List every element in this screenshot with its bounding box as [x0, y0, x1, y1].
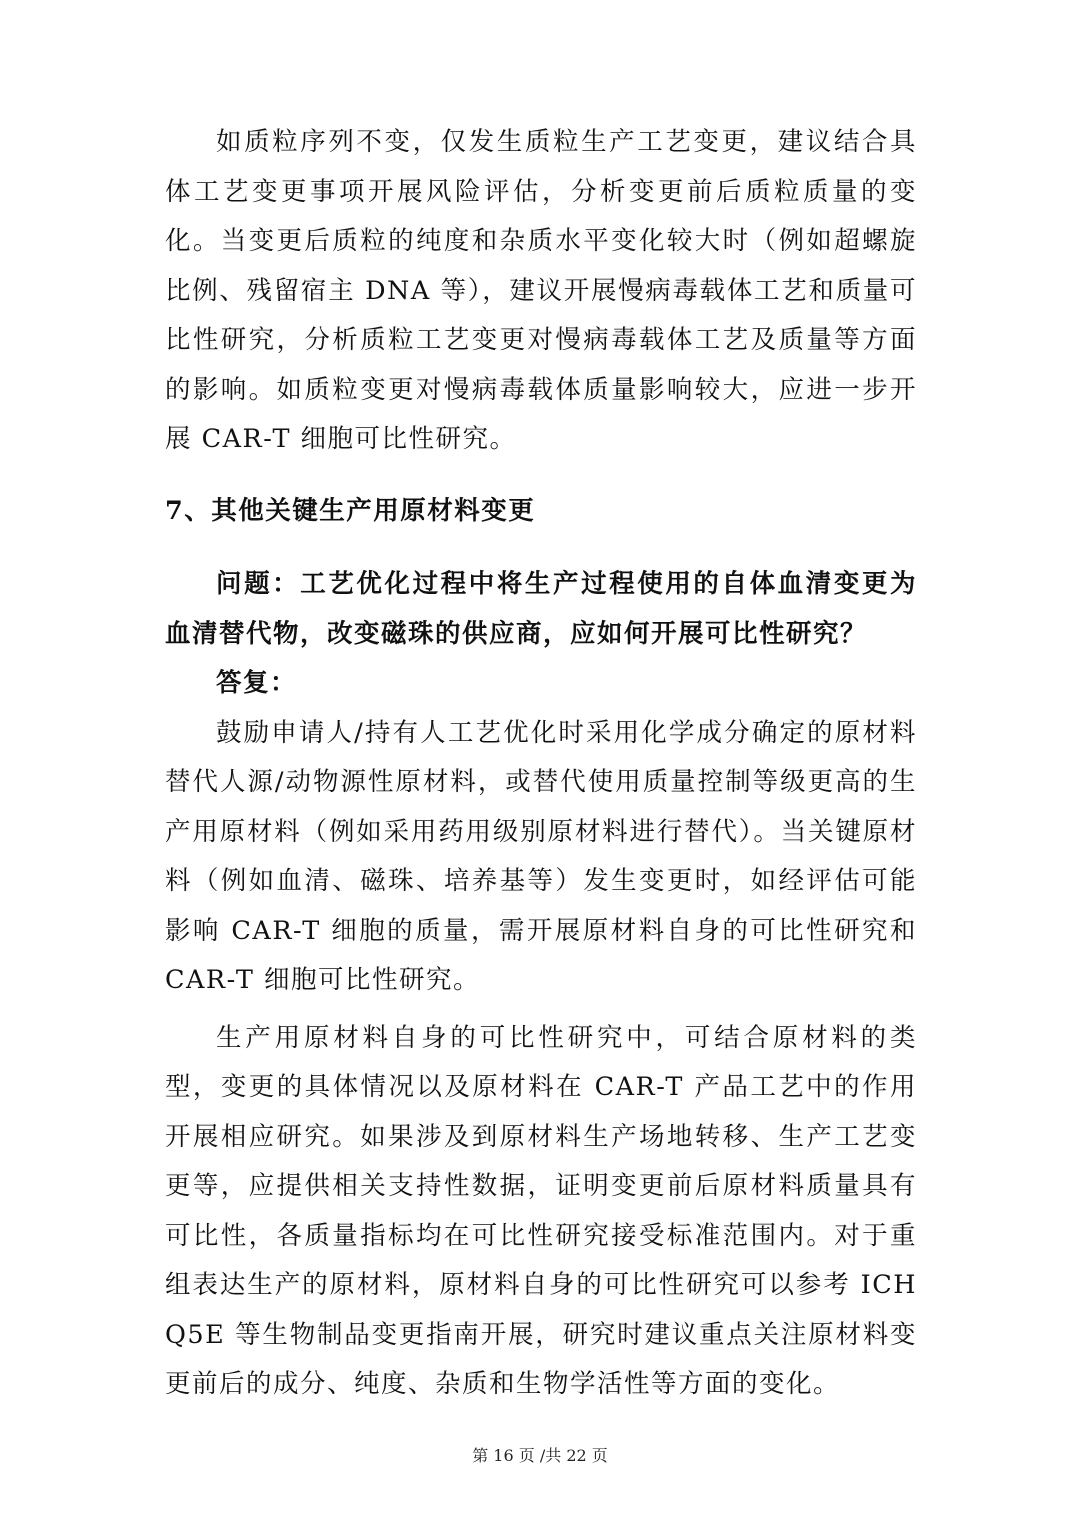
- question-text: 问题：工艺优化过程中将生产过程使用的自体血清变更为血清替代物，改变磁珠的供应商，应如何开展可比性研究？: [165, 569, 917, 649]
- paragraph-raw-material-encouragement: 鼓励申请人/持有人工艺优化时采用化学成分确定的原材料替代人源/动物源性原材料，或替代使用质量控制等级更高的生产用原材料（例如采用药用级别原材料进行替代）。当关键原材料（例如血清、磁珠、培养基等）发生变更时，如经评估可能影响 CAR-T 细胞的质量，需开展原材料自身的可比性研究和 CAR-T 细胞可比性研究。: [165, 717, 917, 995]
- paragraph-raw-material-comparability: 生产用原材料自身的可比性研究中，可结合原材料的类型，变更的具体情况以及原材料在 CAR-T 产品工艺中的作用开展相应研究。如果涉及到原材料生产场地转移、生产工艺变更等，应提供相关支持性数据，证明变更前后原材料质量具有可比性，各质量指标均在可比性研究接受标准范围内。对于重组表达生产的原材料，原材料自身的可比性研究可以参考 ICH Q5E 等生物制品变更指南开展，研究时建议重点关注原材料变更前后的成分、纯度、杂质和生物学活性等方面的变化。: [165, 1022, 917, 1399]
- answer-label: 答复：: [216, 668, 298, 698]
- section-heading: 7、其他关键生产用原材料变更: [165, 495, 536, 526]
- document-body: [165, 118, 917, 1410]
- paragraph-plasmid-change: 如质粒序列不变，仅发生质粒生产工艺变更，建议结合具体工艺变更事项开展风险评估，分析变更前后质粒质量的变化。当变更后质粒的纯度和杂质水平变化较大时（例如超螺旋比例、残留宿主 DNA 等），建议开展慢病毒载体工艺和质量可比性研究，分析质粒工艺变更对慢病毒载体工艺及质量等方面的影响。如质粒变更对慢病毒载体质量影响较大，应进一步开展 CAR-T 细胞可比性研究。: [165, 127, 917, 454]
- page-number-footer: 第 16 页 /共 22 页: [472, 1446, 608, 1465]
